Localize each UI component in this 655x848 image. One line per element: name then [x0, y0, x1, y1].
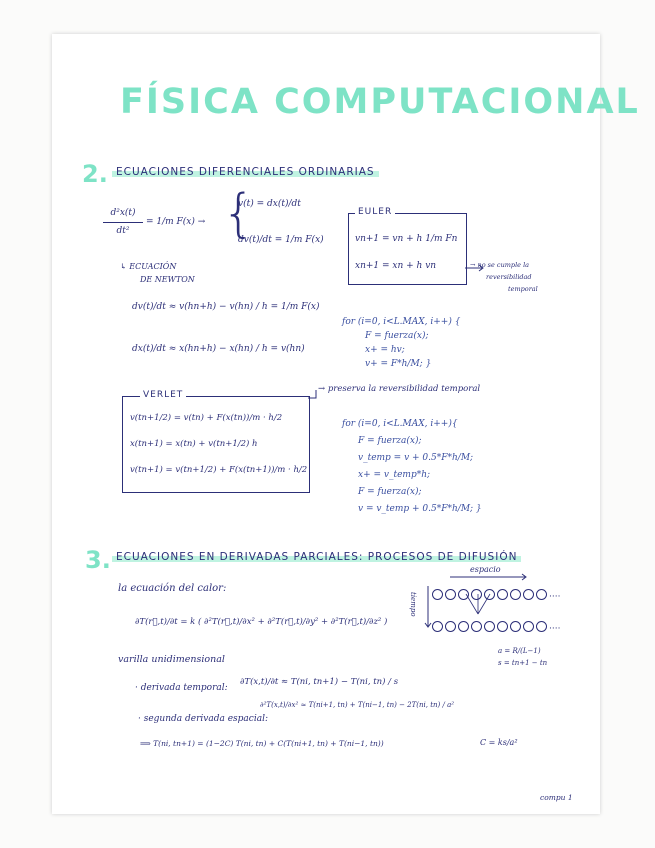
grid-label-space: espacio [470, 565, 501, 574]
s-definition: s = tn+1 − tn [498, 659, 548, 667]
section-2-heading: ECUACIONES DIFERENCIALES ORDINARIAS [112, 166, 379, 178]
newton-lhs-denominator: dt² [116, 226, 130, 236]
approx-position: dx(t)/dt ≈ x(hn+h) − x(hn) / h = v(hn) [132, 344, 305, 354]
newton-lhs-numerator: d²x(t) [110, 208, 136, 218]
page-title: FÍSICA COMPUTACIONAL [120, 82, 640, 122]
brace-icon: { [222, 184, 256, 244]
code1-line-4: v+ = F*h/M; } [365, 359, 432, 369]
final-equation: ⟹ T(ni, tn+1) = (1−2C) T(ni, tn) + C(T(ni+1, tn) + T(ni−1, tn)) [140, 739, 384, 748]
ellipsis: ···· [549, 624, 561, 634]
verlet-title: VERLET [140, 391, 186, 400]
newton-note-line2: DE NEWTON [140, 275, 195, 284]
section-2-number: 2. [82, 160, 108, 188]
newton-fraction-bar [103, 222, 143, 223]
grid-node [471, 621, 482, 632]
approx-velocity: dv(t)/dt ≈ v(hn+h) − v(hn) / h = 1/m F(x) [132, 302, 320, 312]
grid-node [497, 621, 508, 632]
deriv-temporal-eq: ∂T(x,t)/∂t ≈ T(ni, tn+1) − T(ni, tn) / s [240, 677, 399, 687]
code2-line-4: x+ = v_temp*h; [358, 470, 431, 480]
euler-note-line3: temporal [508, 285, 538, 293]
footer-note: compu 1 [540, 793, 573, 802]
code1-line-3: x+ = hv; [365, 345, 405, 355]
grid-node [510, 589, 521, 600]
grid-node [445, 589, 456, 600]
code2-line-2: F = fuerza(x); [358, 436, 422, 446]
heat-intro: la ecuación del calor: [118, 583, 227, 594]
grid-row-2 [432, 616, 560, 635]
euler-line-1: vn+1 = vn + h 1/m Fn [355, 234, 458, 244]
code2-line-1: for (i=0, i<L.MAX, i++){ [342, 419, 458, 429]
newton-note-line1: ↳ ECUACIÓN [120, 262, 177, 271]
grid-node [484, 621, 495, 632]
unidim-label: varilla unidimensional [118, 654, 225, 665]
section-3-heading: ECUACIONES EN DERIVADAS PARCIALES: PROCESOS DE DIFUSIÓN [112, 551, 521, 563]
newton-rhs: = 1/m F(x) → [146, 217, 206, 227]
grid-node [458, 589, 469, 600]
euler-note-line2: reversibilidad [486, 273, 532, 281]
grid-node [497, 589, 508, 600]
ellipsis: ···· [549, 592, 561, 602]
a-definition: a = R/(L−1) [498, 647, 541, 655]
section-3-number: 3. [85, 546, 111, 574]
code2-line-3: v_temp = v + 0.5*F*h/M; [358, 453, 474, 463]
euler-box [348, 213, 467, 285]
verlet-line-3: v(tn+1) = v(tn+1/2) + F(x(tn+1))/m · h/2 [130, 465, 308, 475]
verlet-note: → preserva la reversibilidad temporal [318, 384, 481, 394]
code2-line-6: v = v_temp + 0.5*F*h/M; } [358, 504, 482, 514]
code2-line-5: F = fuerza(x); [358, 487, 422, 497]
deriv-espacial-eq: ∂²T(x,t)/∂x² ≈ T(ni+1, tn) + T(ni−1, tn) − 2T(ni, tn) / a² [260, 701, 455, 709]
grid-node [523, 621, 534, 632]
grid-node [432, 621, 443, 632]
grid-node [484, 589, 495, 600]
grid-node [536, 589, 547, 600]
grid-node [432, 589, 443, 600]
grid-label-time: tiempo [409, 592, 417, 617]
grid-node [536, 621, 547, 632]
grid-node [458, 621, 469, 632]
code1-line-1: for (i=0, i<L.MAX, i++) { [342, 317, 461, 327]
verlet-line-2: x(tn+1) = x(tn) + v(tn+1/2) h [130, 439, 258, 449]
grid-row-1 [432, 584, 560, 603]
verlet-line-1: v(tn+1/2) = v(tn) + F(x(tn))/m · h/2 [130, 413, 283, 423]
brace-line-2: dv(t)/dt = 1/m F(x) [238, 235, 324, 245]
euler-line-2: xn+1 = xn + h vn [355, 261, 437, 271]
grid-node [523, 589, 534, 600]
deriv-espacial-label: · segunda derivada espacial: [138, 714, 268, 724]
grid-node [510, 621, 521, 632]
grid-node [445, 621, 456, 632]
deriv-temporal-label: · derivada temporal: [135, 683, 228, 693]
c-definition: C = ks/a² [480, 738, 518, 747]
brace-line-1: v(t) = dx(t)/dt [238, 199, 301, 209]
heat-equation: ∂T(r⃗,t)/∂t = k ( ∂²T(r⃗,t)/∂x² + ∂²T(r⃗,t)/∂y² + ∂²T(r⃗,t)/∂z² ) [135, 617, 388, 627]
code1-line-2: F = fuerza(x); [365, 331, 429, 341]
grid-node [471, 589, 482, 600]
euler-title: EULER [355, 208, 395, 217]
euler-note-line1: → no se cumple la [470, 261, 530, 269]
